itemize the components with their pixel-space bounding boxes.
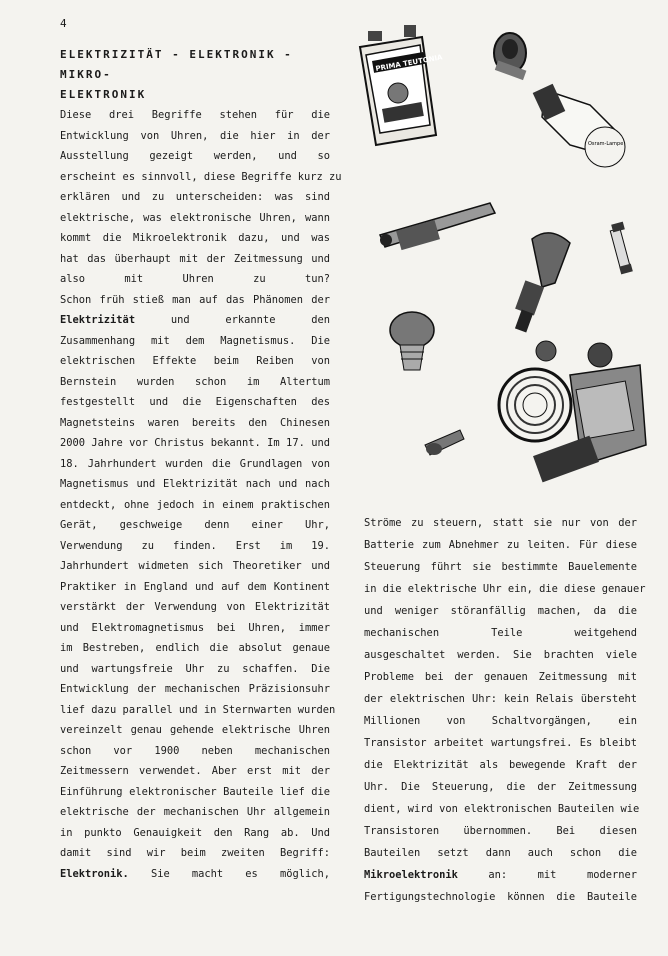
tin-label-text: PRIMA TEUTONIA	[374, 53, 444, 73]
text-line: Transistor arbeitet wartungsfrei. Es bleibt	[364, 737, 637, 749]
text-line: in die elektrische Uhr ein, die diese genauer	[364, 583, 646, 595]
text-line: ausgeschaltet werden. Sie brachten viele	[364, 649, 637, 661]
text-line: und Elektromagnetismus bei Uhren, immer	[60, 621, 330, 634]
text-line: Verwendung zu finden. Erst im 19.	[60, 539, 330, 552]
text-line: Schon früh stieß man auf das Phänomen der	[60, 293, 330, 306]
text-line: Steuerung führt sie bestimmte Bauelemente	[364, 561, 637, 573]
text-line: hat das überhaupt mit der Zeitmessung und	[60, 252, 330, 265]
text-line: elektrischen Effekte beim Reiben von	[60, 355, 330, 367]
text-line: erklären und zu unterscheiden: was sind	[60, 191, 330, 203]
section-heading	[60, 45, 330, 105]
text-line: Magnetsteins waren bereits den Chinesen	[60, 416, 330, 429]
text-line: Ströme zu steuern, statt sie nur von der	[364, 517, 637, 529]
text-line: Diese drei Begriffe stehen für die	[60, 109, 330, 121]
text-line: also mit Uhren zu tun?	[60, 273, 330, 285]
text-line: Entwicklung von Uhren, die hier in der	[60, 129, 330, 142]
text-line: dient, wird von elektronischen Bauteilen wie	[364, 803, 640, 815]
switch-clip-image	[380, 203, 495, 250]
text-line: Bauteilen setzt dann auch schon die	[364, 847, 637, 859]
text-line: schon vor 1900 neben mechanischen	[60, 744, 330, 757]
text-line	[60, 864, 330, 885]
bulb-stamp-text: Osram-Lampe	[588, 141, 624, 147]
right-text-column	[364, 512, 646, 908]
text-line: Uhr. Die Steuerung, die der Zeitmessung	[364, 781, 637, 793]
text-line: die Elektrizität als bewegende Kraft der	[364, 759, 637, 771]
text-line: der elektrischen Uhr: kein Relais übersteht	[364, 693, 637, 705]
text-line: 2000 Jahre vor Christus bekannt. Im 17. und	[60, 437, 330, 449]
text-line: Probleme bei der genauen Zeitmessung mit	[364, 671, 637, 683]
text-line: Magnetismus und Elektrizität nach und nach	[60, 478, 330, 490]
bold-term: Elektronik.	[60, 867, 129, 880]
text-line: Praktiker in England und auf dem Kontinent	[60, 580, 330, 593]
text-line	[60, 310, 330, 331]
text-line	[364, 864, 637, 886]
text-line: mechanischen Teile weitgehend	[364, 627, 637, 639]
text-line: im Bestreben, endlich die absolut genaue	[60, 642, 330, 654]
socket-image	[494, 33, 526, 80]
text-line: Zusammenhang mit dem Magnetismus. Die	[60, 334, 330, 347]
text-line: Millionen von Schaltvorgängen, ein	[364, 715, 637, 727]
text-line: 18. Jahrhundert wurden die Grundlagen von	[60, 457, 330, 470]
text-line: elektrische, was elektronische Uhren, wann	[60, 211, 330, 224]
text-line: elektrische der mechanischen Uhr allgemein	[60, 806, 330, 818]
text-line: kommt die Mikroelektronik dazu, und was	[60, 232, 330, 244]
text-line: Fertigungstechnologie können die Bauteile	[364, 891, 637, 903]
text-line: Batterie zum Abnehmer zu leiten. Für diese	[364, 539, 637, 551]
text-line: in punkto Genauigkeit den Rang ab. Und	[60, 826, 330, 839]
text-line: Ausstellung gezeigt werden, und so	[60, 150, 330, 162]
line-rest: und erkannte den	[135, 314, 330, 326]
text-line: erscheint es sinnvoll, diese Begriffe kurz zu	[60, 170, 342, 183]
text-line: festgestellt und die Eigenschaften des	[60, 396, 330, 408]
fuse-image	[610, 222, 633, 275]
electrical-components-illustration	[350, 25, 650, 485]
page-number: 4	[60, 17, 67, 30]
text-line: Einführung elektronischer Bauteile lief die	[60, 785, 330, 798]
text-line: Jahrhundert widmeten sich Theoretiker und	[60, 560, 330, 572]
terminal-screw-image	[425, 430, 464, 455]
lamp-socket-image	[515, 233, 570, 333]
text-line: vereinzelt genau gehende elektrische Uhren	[60, 724, 330, 736]
coil-relay-image	[499, 341, 646, 482]
line-rest: Sie macht es möglich,	[128, 867, 330, 880]
text-line: lief dazu parallel und in Sternwarten wurden	[60, 703, 336, 716]
text-line: verstärkt der Verwendung von Elektrizität	[60, 601, 330, 613]
text-line: damit sind wir beim zweiten Begriff:	[60, 847, 330, 859]
left-text-column	[60, 105, 342, 884]
battery-tin-image	[360, 25, 444, 145]
text-line: Bernstein wurden schon im Altertum	[60, 375, 330, 388]
heading-line-1: ELEKTRIZITÄT - ELEKTRONIK - MIKRO-	[60, 48, 293, 81]
line-rest: an: mit moderner	[457, 869, 637, 881]
screw-bulb-image	[390, 312, 434, 370]
bold-term: Elektrizität	[60, 314, 136, 326]
bold-term: Mikroelektronik	[364, 869, 458, 881]
text-line: und wartungsfreie Uhr zu schaffen. Die	[60, 662, 330, 675]
text-line: Gerät, geschweige denn einer Uhr,	[60, 519, 330, 531]
text-line: entdeckt, ohne jedoch in einem praktischen	[60, 498, 330, 511]
text-line: Zeitmessern verwendet. Aber erst mit der	[60, 765, 330, 777]
text-line: Entwicklung der mechanischen Präzisionsuhr	[60, 683, 330, 695]
light-bulb-image	[533, 84, 625, 167]
heading-line-2: ELEKTRONIK	[60, 88, 147, 101]
text-line: und weniger störanfällig machen, da die	[364, 605, 637, 617]
text-line: Transistoren übernommen. Bei diesen	[364, 825, 637, 837]
